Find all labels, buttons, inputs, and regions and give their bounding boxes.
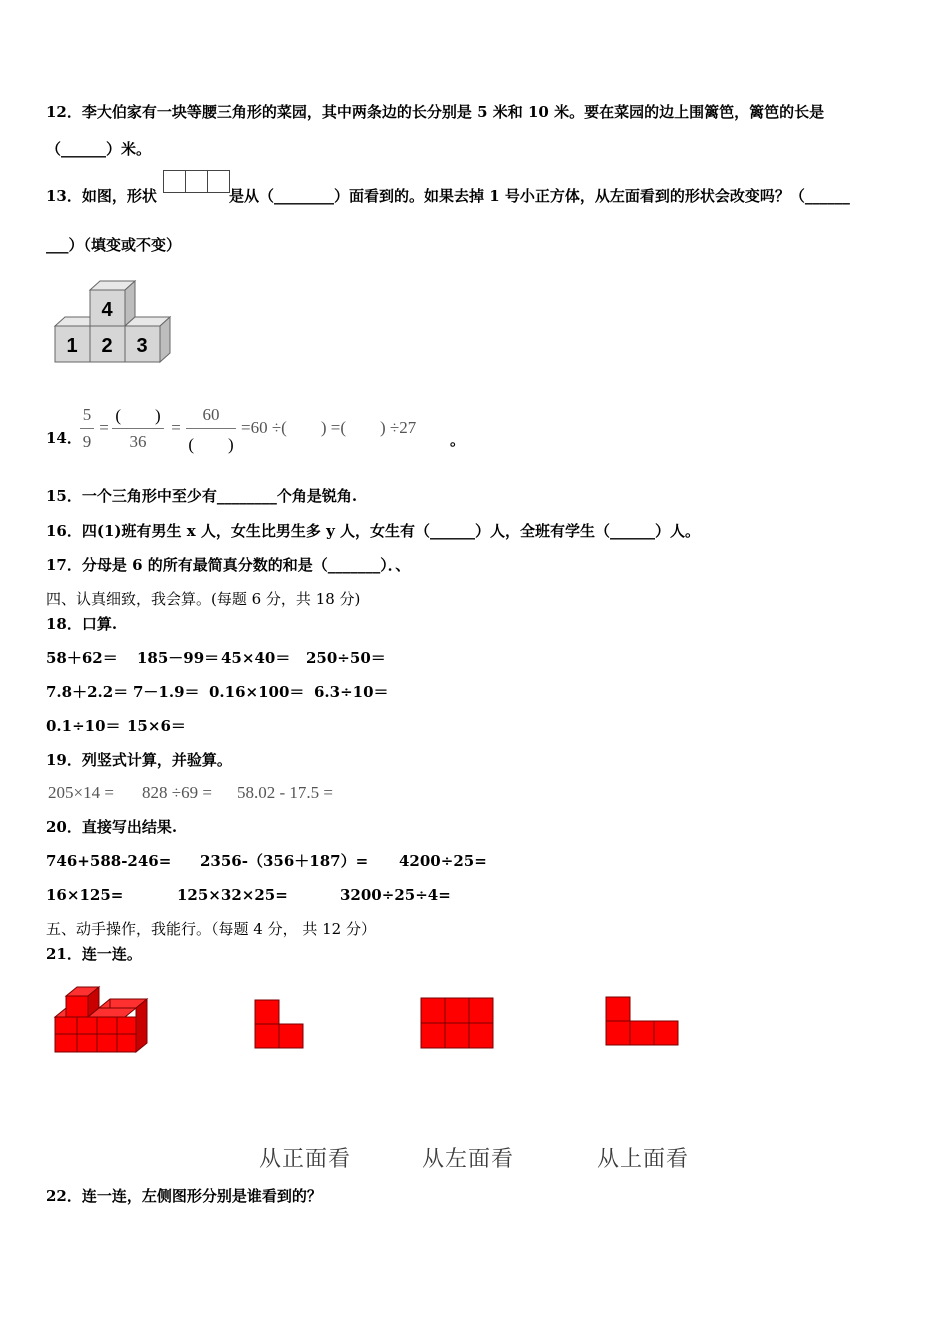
fraction-2-denominator: 36 (129, 432, 147, 451)
cube-label-4: 4 (101, 299, 113, 321)
cube-label-1: 1 (66, 335, 78, 357)
fraction-1-bar (80, 428, 94, 429)
q18-title: 18．口算. (46, 615, 118, 633)
q14-tail: =60 ÷( ) =( ) ÷27 (241, 418, 417, 437)
red-view-shape-3 (605, 996, 681, 1048)
section-5-heading: 五、动手操作，我能行。（每题 4 分， 共 12 分） (46, 920, 376, 938)
q18-row1-item: 185－99＝ (137, 649, 220, 667)
equals-sign-1: = (99, 418, 109, 437)
numbered-cubes-figure (52, 280, 176, 366)
q18-row1-item: 45×40＝ (221, 649, 291, 667)
q16-text: 16．四(1)班有男生 x 人，女生比男生多 y 人，女生有（______）人，全班有学生（______）人。 (46, 522, 701, 540)
q18-row2-item: 7－1.9＝ (133, 683, 200, 701)
q13-part2: 是从（________）面看到的。如果去掉 1 号小正方体，从左面看到的形状会改变吗？（______ (229, 187, 850, 205)
view-label-top: 从上面看 (597, 1147, 690, 1172)
fraction-1-numerator: 5 (82, 405, 92, 424)
three-square-shape-icon (163, 170, 231, 194)
view-label-front: 从正面看 (259, 1147, 352, 1172)
q13-part1: 13．如图，形状 (46, 187, 157, 205)
q14-end: 。 (450, 431, 466, 449)
red-view-shape-2 (420, 997, 496, 1051)
q12-line2: （______）米。 (46, 140, 152, 158)
q19-title: 19．列竖式计算，并验算。 (46, 751, 232, 769)
q20-row1-item: 4200÷25= (399, 852, 487, 870)
q20-row2-item: 16×125= (46, 886, 124, 904)
q20-row2-item: 3200÷25÷4= (340, 886, 451, 904)
q18-row2-item: 6.3÷10＝ (314, 683, 389, 701)
q21-title: 21．连一连。 (46, 945, 142, 963)
red-view-shape-1 (254, 999, 306, 1051)
cube-label-2: 2 (101, 335, 113, 357)
view-label-left: 从左面看 (422, 1147, 515, 1172)
red-cubes-3d-figure (52, 984, 152, 1060)
q12-line1: 12．李大伯家有一块等腰三角形的菜园，其中两条边的长分别是 5 米和 10 米。要在菜园的边上围篱笆，篱笆的长是 (46, 103, 825, 121)
q20-title: 20．直接写出结果. (46, 818, 178, 836)
q18-row2-item: 7.8＋2.2＝ (46, 683, 129, 701)
q18-row3-item: 0.1÷10＝ (46, 717, 121, 735)
fraction-2-bar (112, 428, 164, 429)
q19-item: 58.02 - 17.5 = (237, 783, 333, 802)
q20-row2-item: 125×32×25= (177, 886, 288, 904)
fraction-2-numerator: ( ) (115, 406, 161, 425)
q14-number: 14． (46, 429, 82, 447)
q15-text: 15．一个三角形中至少有________个角是锐角. (46, 487, 358, 505)
q17-text: 17．分母是 6 的所有最简真分数的和是（_______）．、 (46, 556, 411, 574)
equals-sign-2: = (171, 418, 181, 437)
q19-item: 205×14 = (48, 783, 114, 802)
fraction-3-numerator: 60 (202, 405, 220, 424)
q20-row1-item: 746+588-246= (46, 852, 172, 870)
q18-row2-item: 0.16×100＝ (209, 683, 305, 701)
q22-text: 22．连一连，左侧图形分别是谁看到的？ (46, 1187, 322, 1205)
fraction-1-denominator: 9 (82, 432, 92, 451)
q18-row1-item: 250÷50＝ (306, 649, 386, 667)
q20-row1-item: 2356-（356＋187）= (200, 852, 369, 870)
q18-row3-item: 15×6＝ (127, 717, 186, 735)
q18-row1-item: 58＋62＝ (46, 649, 118, 667)
section-4-heading: 四、认真细致，我会算。(每题 6 分，共 18 分) (46, 590, 361, 608)
fraction-3-denominator: ( ) (188, 435, 234, 454)
fraction-3-bar (186, 428, 236, 429)
cube-label-3: 3 (136, 335, 148, 357)
q19-item: 828 ÷69 = (142, 783, 212, 802)
q13-line2: ___）（填变或不变） (46, 236, 182, 254)
